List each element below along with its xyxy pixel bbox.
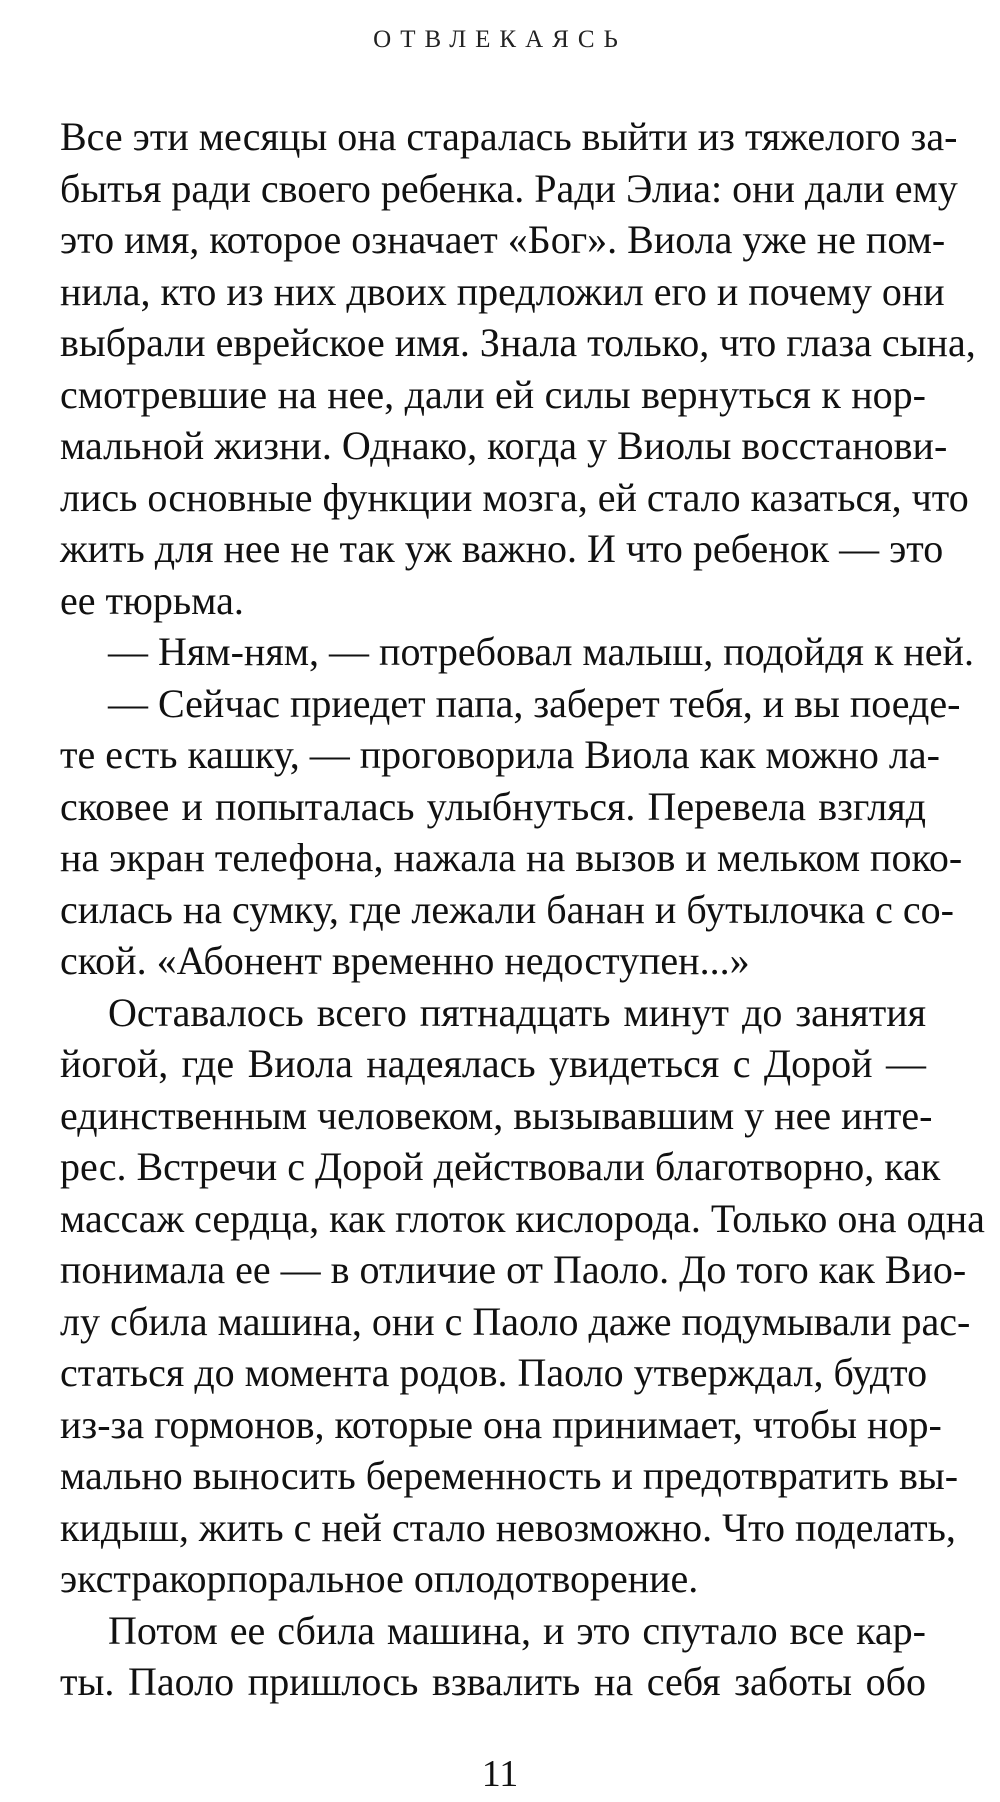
text-line: бытья ради своего ребенка. Ради Элиа: они дали ему xyxy=(60,165,958,211)
text-line: экстракорпоральное оплодотворение. xyxy=(60,1556,699,1601)
text-line: мальной жизни. Однако, когда у Виолы восстанови- xyxy=(60,423,948,468)
text-line: понимала ее — в отличие от Паоло. До того как Вио- xyxy=(60,1247,967,1292)
text-line: ской. «Абонент временно недоступен...» xyxy=(60,938,750,983)
text-line: кидыш, жить с ней стало невозможно. Что поделать, xyxy=(60,1504,956,1550)
text-line: из-за гормонов, которые она принимает, чтобы нор- xyxy=(60,1401,942,1447)
running-header: ОТВЛЕКАЯСЬ xyxy=(373,26,627,53)
text-line: сковее и попыталась улыбнуться. Перевела взгляд xyxy=(60,783,926,829)
text-line: на экран телефона, нажала на вызов и мельком поко- xyxy=(60,835,963,880)
text-line: нила, кто из них двоих предложил его и почему они xyxy=(60,268,945,314)
text-line: ты. Паоло пришлось взвалить на себя заботы обо xyxy=(60,1659,926,1704)
text-line: ее тюрьма. xyxy=(60,577,244,623)
text-line: Оставалось всего пятнадцать минут до занятия xyxy=(108,989,926,1035)
text-line: лу сбила машина, они с Паоло даже подумывали рас- xyxy=(60,1298,971,1344)
text-line: статься до момента родов. Паоло утверждал, будто xyxy=(60,1350,928,1395)
text-line: силась на сумку, где лежали банан и бутылочка с со- xyxy=(60,886,954,932)
text-line: смотревшие на нее, дали ей силы вернуться к нор- xyxy=(60,371,926,417)
page-number: 11 xyxy=(481,1753,519,1795)
text-line: — Сейчас приедет папа, заберет тебя, и вы поеде- xyxy=(108,680,961,726)
text-line: мально выносить беременность и предотвратить вы- xyxy=(60,1453,959,1498)
text-line: это имя, которое означает «Бог». Виола уже не пом- xyxy=(60,217,946,262)
text-line: Потом ее сбила машина, и это спутало все кар- xyxy=(108,1607,926,1653)
body-text xyxy=(60,111,985,1708)
text-line: йогой, где Виола надеялась увидеться с Дорой — xyxy=(60,1041,926,1086)
text-line: массаж сердца, как глоток кислорода. Только она одна xyxy=(60,1195,985,1241)
text-line: лись основные функции мозга, ей стало казаться, что xyxy=(60,474,969,520)
text-line: те есть кашку, — проговорила Виола как можно ла- xyxy=(60,732,940,777)
text-line: жить для нее не так уж важно. И что ребенок — это xyxy=(60,526,944,571)
text-line: — Ням-ням, — потребовал малыш, подойдя к ней. xyxy=(108,629,974,674)
text-line: выбрали еврейское имя. Знала только, что глаза сына, xyxy=(60,320,976,365)
text-line: рес. Встречи с Дорой действовали благотворно, как xyxy=(60,1144,941,1189)
text-line: Все эти месяцы она старалась выйти из тяжелого за- xyxy=(60,114,958,159)
text-line: единственным человеком, вызывавшим у нее инте- xyxy=(60,1092,933,1138)
